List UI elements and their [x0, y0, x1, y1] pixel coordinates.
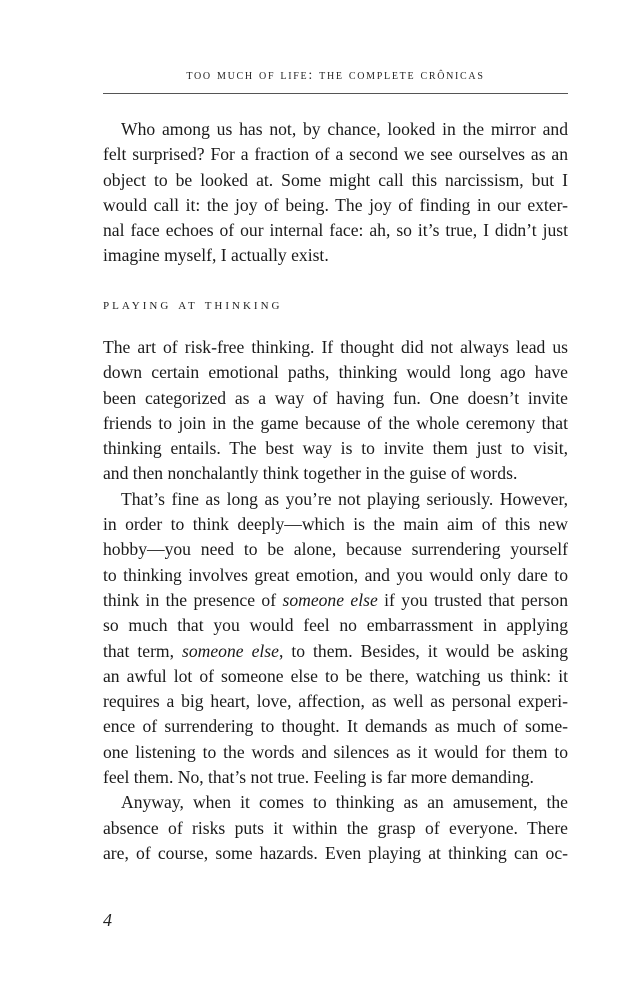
page-number: 4 [103, 910, 112, 930]
section-title: playing at thinking [103, 296, 283, 313]
text-line: friends to join in the game because of the whole ceremony that [103, 412, 568, 433]
text-line: hobby—you need to be alone, because surrendering yourself [103, 539, 568, 560]
text-line: nal face echoes of our internal face: ah, so it’s true, I didn’t just [103, 220, 568, 241]
text-line: ence of surrendering to thought. It demands as much of some- [103, 716, 568, 737]
text-line: Anyway, when it comes to thinking as an amusement, the [121, 792, 568, 813]
text-line: in order to think deeply—which is the main aim of this new [103, 514, 568, 535]
text-line: one listening to the words and silences as it would for them to [103, 741, 568, 762]
text-line: to thinking involves great emotion, and you would only dare to [103, 564, 568, 585]
text-run: if you trusted that person [377, 589, 569, 610]
text-line: object to be looked at. Some might call this narcissism, but I [103, 169, 568, 190]
text-line: are, of course, some hazards. Even playing at thinking can oc- [103, 842, 568, 863]
text-line [103, 588, 568, 613]
text-line: thinking entails. The best way is to invite them just to visit, [103, 438, 568, 459]
text-line: That’s fine as long as you’re not playing seriously. However, [121, 488, 568, 509]
text-line: requires a big heart, love, affection, as well as personal experi- [103, 691, 568, 712]
text-line: Who among us has not, by chance, looked in the mirror and [121, 119, 568, 139]
text-run: that term, [103, 640, 183, 661]
text-line: absence of risks puts it within the grasp of everyone. There [103, 817, 568, 838]
text-run: , to them. Besides, it would be asking [278, 640, 568, 661]
text-line: so much that you would feel no embarrassment in applying [103, 615, 568, 636]
text-line: and then nonchalantly think together in the guise of words. [103, 463, 518, 484]
text-line: an awful lot of someone else to be there, watching us think: it [103, 665, 568, 686]
text-line: felt surprised? For a fraction of a second we see ourselves as an [103, 144, 568, 165]
text-line: imagine myself, I actually exist. [103, 245, 329, 266]
text-line [103, 639, 568, 664]
text-line: The art of risk-free thinking. If thought did not always lead us [103, 337, 568, 357]
italic-text: someone else [282, 589, 378, 610]
header-rule [103, 93, 568, 94]
text-line: been categorized as a way of having fun. One doesn’t invite [103, 387, 568, 408]
text-line: feel them. No, that’s not true. Feeling is far more demanding. [103, 767, 534, 788]
text-line: down certain emotional paths, thinking would long ago have [103, 362, 568, 383]
intro-paragraph [103, 117, 568, 269]
running-header: too much of life: the complete crônicas [186, 68, 485, 83]
text-line: would call it: the joy of being. The joy of finding in our exter- [103, 194, 568, 215]
text-run: think in the presence of [103, 589, 283, 610]
italic-text: someone else [182, 640, 279, 661]
section-body [103, 335, 568, 866]
